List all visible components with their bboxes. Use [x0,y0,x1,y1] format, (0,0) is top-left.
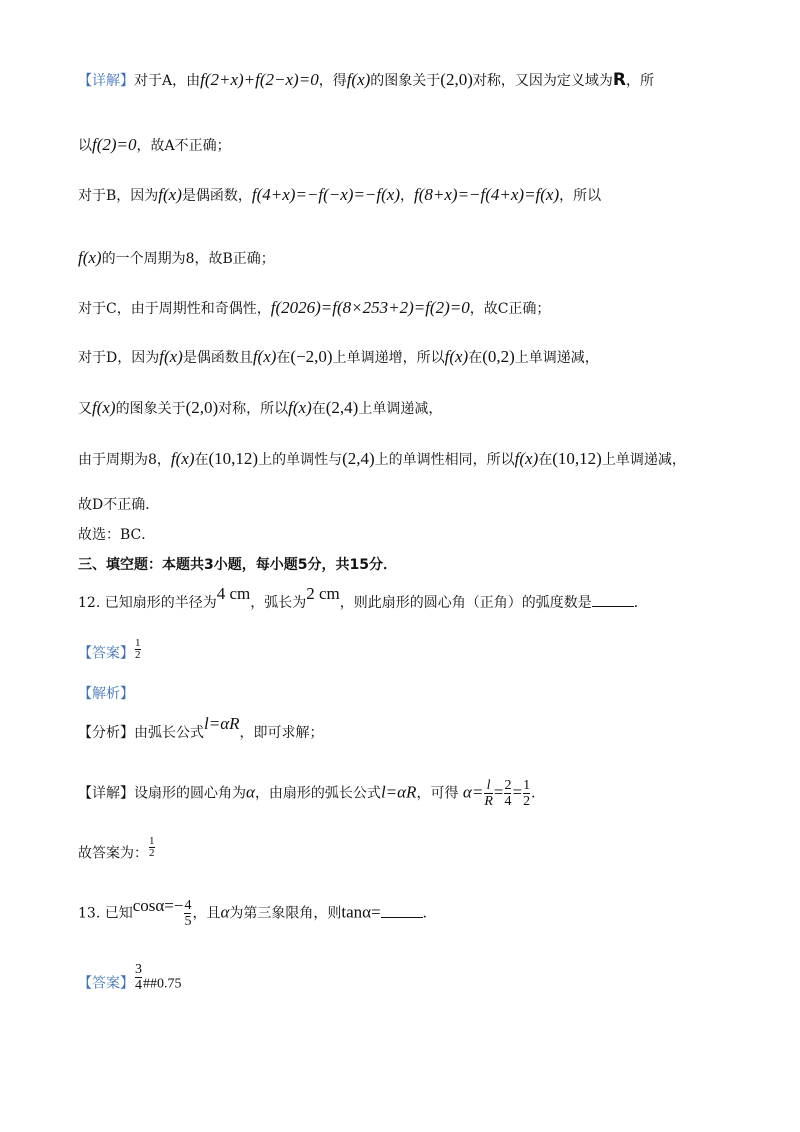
fraction-2-over-4: $\frac{2}{4}$ [504,778,512,809]
detail-tag: 【详解】 [78,73,134,89]
math-expr: cosα=− [132,895,184,915]
math-expr: f(2)=0 [92,135,137,154]
q12-fenxi: 【分析】由弧长公式l=αR，即可求解； [78,714,324,741]
math-expr: (2,4) [342,449,375,468]
math-expr: α [220,902,230,922]
q12-jiexi [78,684,134,704]
math-expr: (−2,0) [290,347,333,366]
option-d-line4: 故D不正确． [78,497,160,513]
math-expr: f(2+x)+f(2−x)=0 [200,70,319,89]
math-expr: (2,4) [325,398,359,417]
math-expr: (2,0) [185,398,219,417]
question-13: 13. 已知cosα=− $\frac{4}{5}$ ，且α为第三象限角，则tanα= ． [78,895,437,929]
answer-tag: 【答案】 [78,645,134,662]
option-a-line1: 【详解】对于A，由f(2+x)+f(2−x)=0，得f(x)的图象关于(2,0)对称，又因为定义域为R，所 [78,70,654,90]
q12-detail: 【详解】设扇形的圆心角为α，由扇形的弧长公式l=αR，可得 α= $\frac{l}{R}$ = $\frac{2}{4}$ = $\frac{1}{2}$ ． [78,778,546,809]
math-expr: f(8+x)=−f(4+x)=f(x) [414,185,560,204]
q12-answer [78,637,142,665]
math-expr: f(x) [92,398,116,417]
option-a-line2: 以f(2)=0，故A不正确； [78,135,231,154]
fraction-l-over-r: $\frac{l}{R}$ [484,778,493,809]
math-expr: R [612,70,626,90]
math-expr: tanα= [341,902,381,922]
choice-line: 故选：BC． [78,527,156,543]
math-expr: 4 cm [216,584,251,603]
answer-blank [592,592,634,607]
math-expr: l=αR [204,714,240,733]
math-expr: f(x) [514,449,539,468]
math-expr: l=αR [380,782,417,802]
math-expr: (0,2) [482,347,515,366]
math-expr: f(x) [158,185,182,204]
answer-fraction: $\frac{3}{4}$ [135,962,142,993]
fraction-4-over-5: $\frac{4}{5}$ [184,898,192,929]
math-expr: f(x) [252,347,277,366]
math-expr: (2,0) [440,70,473,89]
answer-alt: ##0.75 [143,976,182,992]
q13-answer [78,962,182,999]
option-d-line3: 由于周期为8，f(x)在(10,12)上的单调性与(2,4)上的单调性相同，所以f(x)在(10,12)上单调递减， [78,449,686,468]
analysis-tag: 【解析】 [78,686,134,702]
answer-tag: 【答案】 [78,975,134,992]
fraction-1-over-2: $\frac{1}{2}$ [523,778,531,809]
math-expr: f(2026)=f(8×253+2)=f(2)=0 [270,298,470,317]
math-expr: f(x) [346,70,371,89]
question-12: 12. 已知扇形的半径为4 cm，弧长为2 cm，则此扇形的圆心角（正角）的弧度数是 ． [78,584,648,611]
answer-blank [381,903,423,918]
math-expr: f(x) [288,398,312,417]
option-b-line1: 对于B，因为f(x)是偶函数，f(4+x)=−f(−x)=−f(x)，f(8+x)=−f(4+x)=f(x)，所以 [78,185,602,204]
math-expr: 2 cm [306,584,340,603]
math-expr: f(x) [444,347,469,366]
math-expr: f(x) [78,248,102,267]
final-fraction: $\frac{1}{2}$ [149,835,155,859]
q12-final: 故答案为： $\frac{1}{2}$ [78,835,155,862]
option-d-line1: 对于D，因为f(x)是偶函数且f(x)在(−2,0)上单调递增，所以f(x)在(0,2)上单调递减， [78,347,599,366]
option-c-line: 对于C，由于周期性和奇偶性，f(2026)=f(8×253+2)=f(2)=0，故C正确； [78,298,551,317]
section-heading: 三、填空题：本题共3小题，每小题5分，共15分． [78,557,397,573]
math-expr: α [246,782,255,802]
option-d-line2: 又f(x)的图象关于(2,0)对称，所以f(x)在(2,4)上单调递减， [78,398,443,417]
math-expr: (10,12) [208,449,259,468]
math-expr: (10,12) [552,449,602,468]
math-expr: f(x) [170,449,195,468]
answer-fraction: $\frac{1}{2}$ [135,637,141,661]
math-expr: α= [462,782,484,802]
math-expr: f(x) [159,347,183,366]
math-expr: f(4+x)=−f(−x)=−f(x) [251,185,400,204]
option-b-line2: f(x)的一个周期为8，故B正确； [78,248,275,267]
